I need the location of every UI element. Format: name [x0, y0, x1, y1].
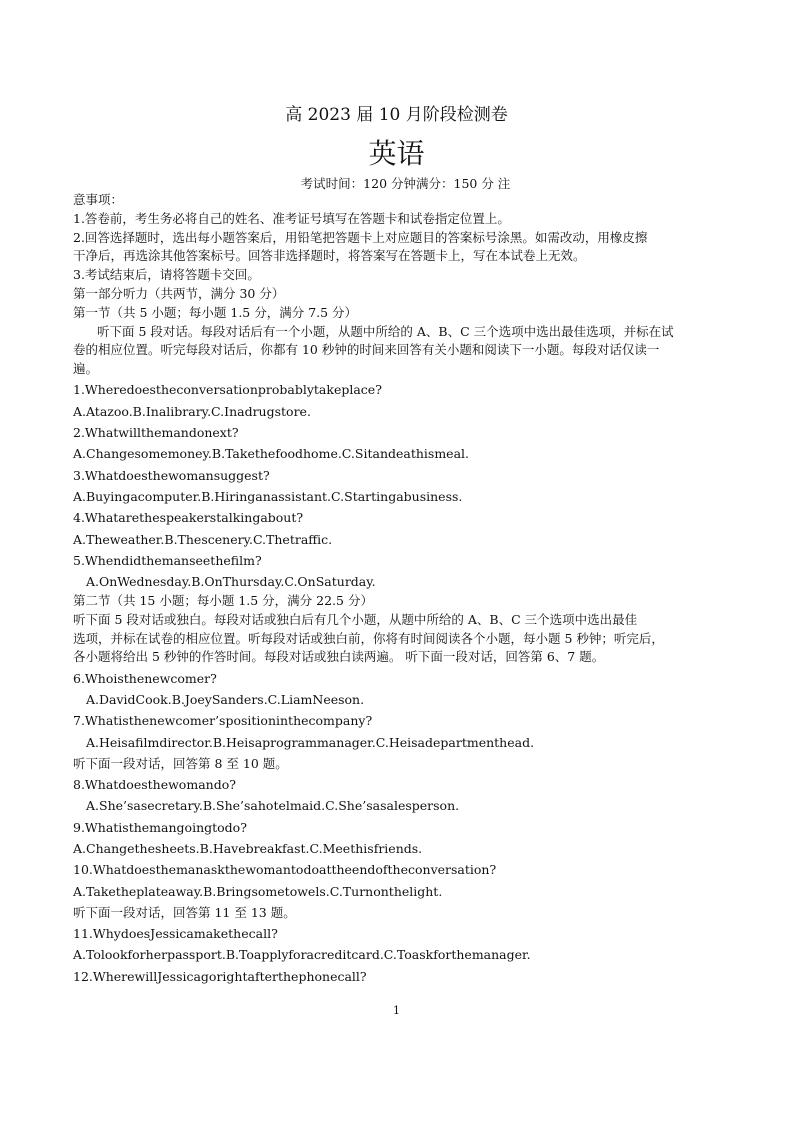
- question-7: 7.Whatisthenewcomer’spositioninthecompany?: [73, 713, 373, 729]
- section1-instruction: 遍。: [73, 361, 99, 377]
- page-number: 1: [393, 1004, 400, 1017]
- section2-instruction: 选项，并标在试卷的相应位置。听每段对话或独白前，你将有时间阅读各个小题，每小题 5 秒钟；听完后，: [73, 630, 664, 646]
- options-1: A.Atazoo.B.Inalibrary.C.Inadrugstore.: [73, 403, 311, 419]
- question-3: 3.Whatdoesthewomansuggest?: [73, 467, 270, 483]
- question-9: 9.Whatisthemangoingtodo?: [73, 819, 247, 835]
- dialogue-intro: 听下面一段对话，回答第 11 至 13 题。: [73, 904, 296, 920]
- options-6: A.DavidCook.B.JoeySanders.C.LiamNeeson.: [86, 691, 365, 707]
- notice-item: 干净后，再选涂其他答案标号。回答非选择题时，将答案写在答题卡上，写在本试卷上无效。: [73, 248, 586, 264]
- options-5: A.OnWednesday.B.OnThursday.C.OnSaturday.: [86, 574, 376, 590]
- question-2: 2.Whatwillthemandonext?: [73, 425, 239, 441]
- notice-item: 2.回答选择题时，选出每小题答案后，用铅笔把答题卡上对应题目的答案标号涂黑。如需改动，用橡皮擦: [73, 229, 648, 245]
- question-11: 11.WhydoesJessicamakethecall?: [73, 926, 278, 942]
- options-10: A.Taketheplateaway.B.Bringsometowels.C.Turnonthelight.: [73, 883, 443, 899]
- options-2: A.Changesomemoney.B.Takethefoodhome.C.Sitandeathismeal.: [73, 446, 470, 462]
- exam-title: 高 2023 届 10 月阶段检测卷: [285, 105, 508, 125]
- options-8: A.She’sasecretary.B.She’sahotelmaid.C.She’sasalesperson.: [86, 798, 460, 814]
- question-5: 5.Whendidthemanseethefilm?: [73, 552, 262, 568]
- dialogue-intro: 听下面一段对话，回答第 8 至 10 题。: [73, 755, 288, 771]
- question-4: 4.Whatarethespeakerstalkingabout?: [73, 510, 304, 526]
- options-9: A.Changethesheets.B.Havebreakfast.C.Meethisfriends.: [73, 841, 423, 856]
- part1-heading: 第一部分听力（共两节，满分 30 分）: [73, 285, 285, 301]
- exam-body: [73, 191, 723, 987]
- subject-title: 英语: [368, 137, 425, 170]
- section2-instruction: 听下面 5 段对话或独白。每段对话或独白后有几个小题，从题中所给的 A、B、C 三个选项中选出最佳: [73, 611, 638, 627]
- section1-instruction: 听下面 5 段对话。每段对话后有一个小题，从题中所给的 A、B、C 三个选项中选出最佳选项，并标在试: [97, 323, 674, 339]
- question-1: 1.Wheredoestheconversationprobablytakeplace?: [73, 382, 382, 398]
- notice-heading: 意事项：: [73, 192, 124, 207]
- options-4: A.Theweather.B.Thescenery.C.Thetraffic.: [73, 531, 333, 547]
- options-3: A.Buyingacomputer.B.Hiringanassistant.C.Startingabusiness.: [73, 488, 463, 504]
- notice-item: 1.答卷前，考生务必将自己的姓名、准考证号填写在答题卡和试卷指定位置上。: [73, 210, 510, 226]
- notice-item: 3.考试结束后，请将答题卡交回。: [73, 267, 260, 283]
- section2-heading: 第二节（共 15 小题；每小题 1.5 分，满分 22.5 分）: [73, 592, 373, 608]
- section1-instruction: 卷的相应位置。听完每段对话后，你都有 10 秒钟的时间来回答有关小题和阅读下一小题。每段对话仅读一: [73, 342, 660, 358]
- question-12: 12.WherewillJessicagorightafterthephonecall?: [73, 968, 367, 984]
- exam-info: 考试时间：120 分钟满分：150 分 注: [300, 176, 511, 191]
- options-7: A.Heisafilmdirector.B.Heisaprogrammanager.C.Heisadepartmenthead.: [86, 734, 535, 750]
- question-8: 8.Whatdoesthewomando?: [73, 777, 236, 793]
- section2-instruction: 各小题将给出 5 秒钟的作答时间。每段对话或独白读两遍。 听下面一段对话，回答第 6、7 题。: [73, 649, 605, 665]
- question-6: 6.Whoisthenewcomer?: [73, 670, 217, 686]
- question-10: 10.Whatdoesthemanaskthewomantodoattheendoftheconversation?: [73, 862, 497, 878]
- options-11: A.Tolookforherpassport.B.Toapplyforacreditcard.C.Toaskforthemanager.: [73, 947, 531, 963]
- section1-heading: 第一节（共 5 小题；每小题 1.5 分，满分 7.5 分）: [73, 304, 358, 320]
